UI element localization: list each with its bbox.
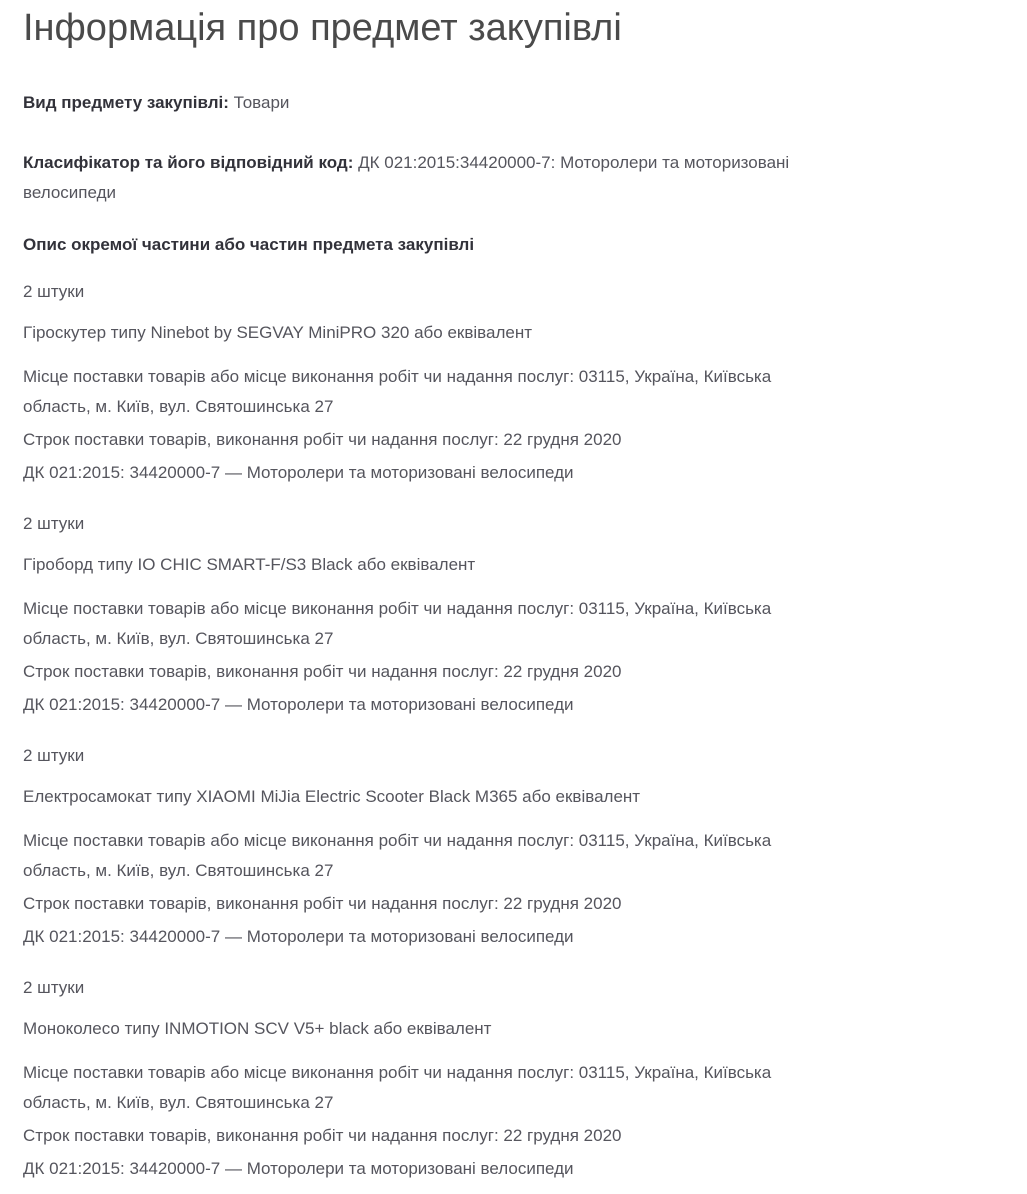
classifier-row bbox=[23, 148, 799, 208]
item-delivery-term: Строк поставки товарів, виконання робіт чи надання послуг: 22 грудня 2020 bbox=[23, 661, 622, 681]
item-block bbox=[23, 509, 799, 720]
item-title: Електросамокат типу XIAOMI MiJia Electric Scooter Black M365 або еквівалент bbox=[23, 786, 641, 806]
procurement-kind-value: Товари bbox=[233, 92, 290, 112]
item-title: Гіроскутер типу Ninebot by SEGVAY MiniPRO 320 або еквівалент bbox=[23, 322, 532, 342]
classifier-value: ДК 021:2015:34420000-7: Моторолери та моторизовані велосипеди bbox=[23, 152, 790, 202]
item-classification: ДК 021:2015: 34420000-7 — Моторолери та моторизовані велосипеди bbox=[23, 694, 574, 714]
item-block bbox=[23, 741, 799, 952]
item-block bbox=[23, 277, 799, 488]
item-block bbox=[23, 973, 799, 1184]
item-classification: ДК 021:2015: 34420000-7 — Моторолери та моторизовані велосипеди bbox=[23, 1158, 574, 1178]
item-title: Моноколесо типу INMOTION SCV V5+ black або еквівалент bbox=[23, 1018, 492, 1038]
item-quantity: 2 штуки bbox=[23, 281, 85, 301]
item-delivery-place: Місце поставки товарів або місце виконання робіт чи надання послуг: 03115, Україна, Київська область, м. Київ, вул. Святошинська 27 bbox=[23, 598, 772, 648]
item-delivery-term: Строк поставки товарів, виконання робіт чи надання послуг: 22 грудня 2020 bbox=[23, 1125, 622, 1145]
item-delivery-term: Строк поставки товарів, виконання робіт чи надання послуг: 22 грудня 2020 bbox=[23, 893, 622, 913]
item-quantity: 2 штуки bbox=[23, 513, 85, 533]
item-quantity: 2 штуки bbox=[23, 977, 85, 997]
procurement-kind-label: Вид предмету закупівлі: bbox=[23, 92, 229, 112]
item-delivery-place: Місце поставки товарів або місце виконання робіт чи надання послуг: 03115, Україна, Київська область, м. Київ, вул. Святошинська 27 bbox=[23, 366, 772, 416]
classifier-label: Класифікатор та його відповідний код: bbox=[23, 152, 354, 172]
procurement-kind-row bbox=[23, 88, 799, 118]
item-delivery-place: Місце поставки товарів або місце виконання робіт чи надання послуг: 03115, Україна, Київська область, м. Київ, вул. Святошинська 27 bbox=[23, 1062, 772, 1112]
page-title: Інформація про предмет закупівлі bbox=[23, 7, 622, 49]
item-classification: ДК 021:2015: 34420000-7 — Моторолери та моторизовані велосипеди bbox=[23, 462, 574, 482]
item-delivery-place: Місце поставки товарів або місце виконання робіт чи надання послуг: 03115, Україна, Київська область, м. Київ, вул. Святошинська 27 bbox=[23, 830, 772, 880]
description-heading: Опис окремої частини або частин предмета закупівлі bbox=[23, 234, 475, 254]
item-title: Гіроборд типу IO CHIC SMART-F/S3 Black або еквівалент bbox=[23, 554, 476, 574]
item-classification: ДК 021:2015: 34420000-7 — Моторолери та моторизовані велосипеди bbox=[23, 926, 574, 946]
item-quantity: 2 штуки bbox=[23, 745, 85, 765]
item-delivery-term: Строк поставки товарів, виконання робіт чи надання послуг: 22 грудня 2020 bbox=[23, 429, 622, 449]
